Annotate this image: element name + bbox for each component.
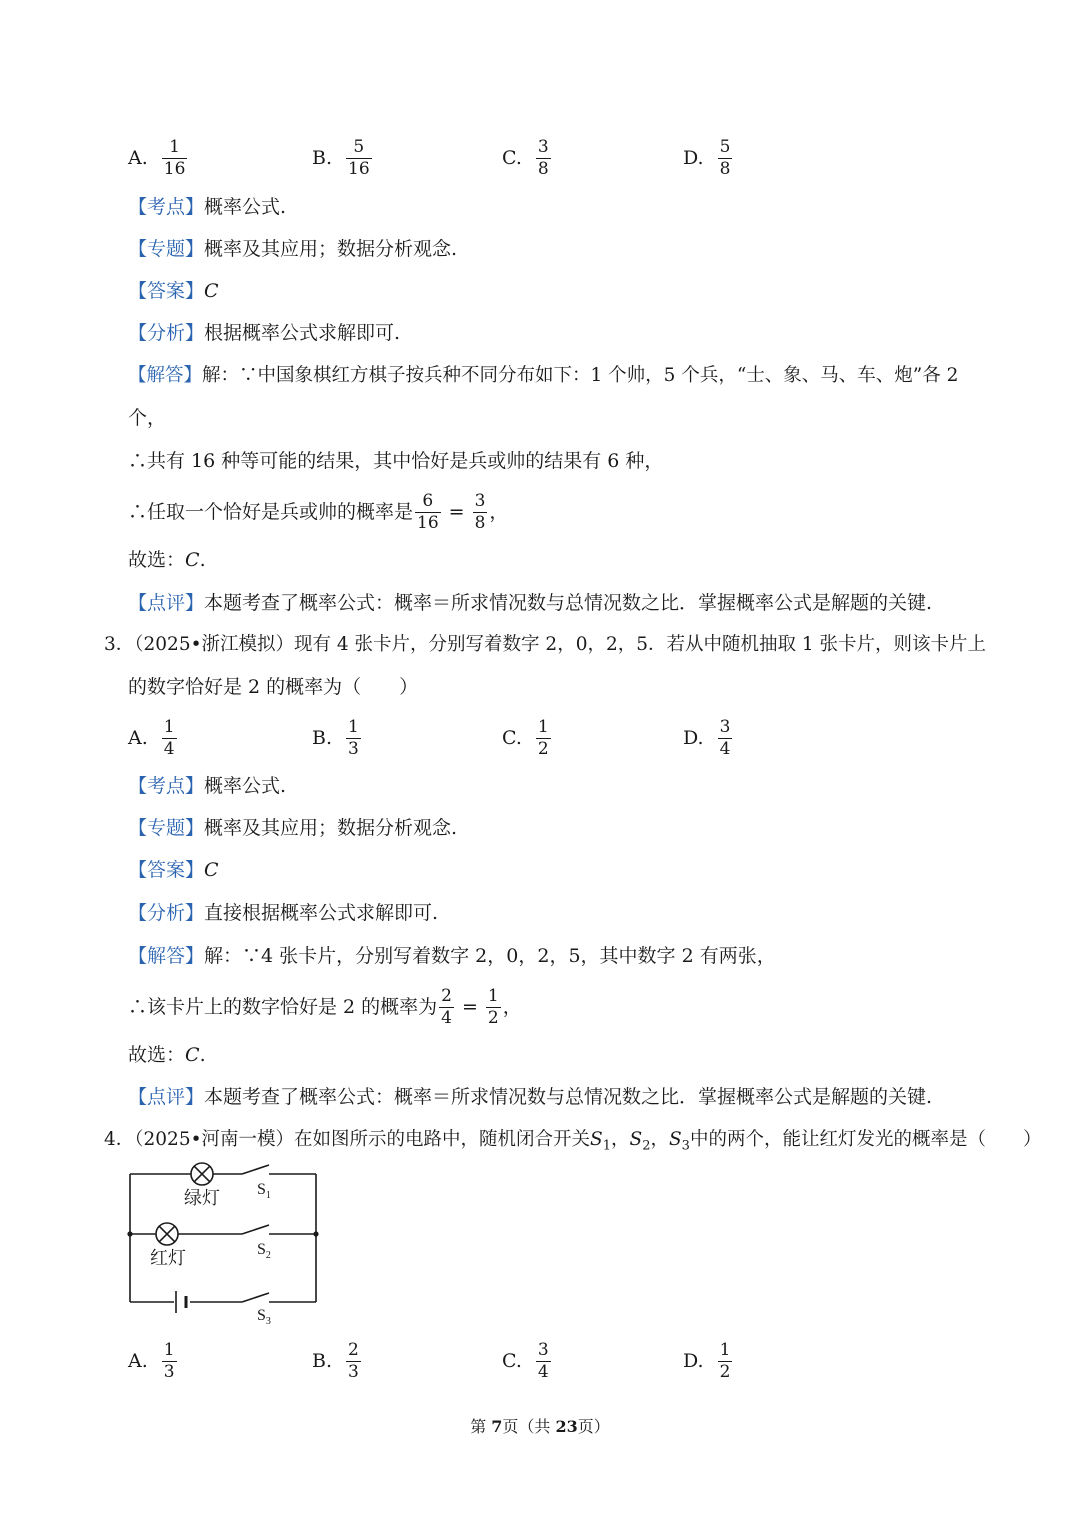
jieda-text: 解：∵4 张卡片，分别写着数字 2，0，2，5，其中数字 2 有两张， — [204, 945, 776, 967]
option-b — [312, 713, 363, 763]
zhuanti-text: 概率及其应用；数据分析观念. — [204, 238, 458, 260]
q3-stem-1: 3．（2025•浙江模拟）现有 4 张卡片，分别写着数字 2，0，2，5．若从中随机抽取 1 张卡片，则该卡片上 — [104, 634, 987, 655]
kaodian-text: 概率公式. — [204, 775, 287, 797]
fraction: $\frac{1}{4}$ — [163, 716, 175, 759]
q4-stem: 4．（2025•河南一模）在如图所示的电路中，随机闭合开关$S_1$，$S_2$，$S_3$中的两个，能让红灯发光的概率是（ ） — [104, 1129, 1042, 1154]
jieda-tag: 【解答】 — [128, 365, 203, 386]
fraction: $\frac{1}{16}$ — [163, 136, 186, 179]
kaodian-tag: 【考点】 — [128, 775, 205, 797]
zhuanti-line — [128, 236, 457, 262]
equation-suffix: ， — [489, 501, 509, 523]
fraction: $\frac{3}{4}$ — [537, 1339, 549, 1382]
daan-text: C — [204, 859, 219, 881]
option-a — [128, 1336, 179, 1386]
fraction: $\frac{1}{2}$ — [537, 716, 549, 759]
zhuanti-tag: 【专题】 — [128, 238, 205, 260]
switch-s3-label: $S_3$ — [257, 1307, 271, 1327]
block-a-options — [128, 133, 968, 183]
kaodian-tag: 【考点】 — [128, 196, 205, 218]
jieda-line — [128, 943, 776, 969]
dianping-tag: 【点评】 — [128, 1086, 205, 1108]
jieda-line — [128, 363, 958, 389]
dianping-line — [128, 1084, 932, 1110]
page-footer: 第 7页（共 23页） — [470, 1417, 610, 1436]
probability-equation — [128, 983, 522, 1031]
junction-dot — [127, 1231, 132, 1236]
daan-line — [128, 857, 219, 883]
jieda-line-2: 个， — [128, 407, 167, 429]
option-a — [128, 713, 179, 763]
junction-dot — [313, 1231, 318, 1236]
option-label: D. — [683, 147, 704, 169]
option-label: C. — [502, 147, 522, 169]
fraction: $\frac{1}{2}$ — [719, 1339, 731, 1382]
fenxi-line — [128, 900, 438, 926]
jieda-tag: 【解答】 — [128, 945, 205, 967]
option-c — [502, 713, 553, 763]
fenxi-tag: 【分析】 — [128, 322, 205, 344]
fraction: $\frac{2}{4}$ — [441, 985, 452, 1028]
daan-text: C — [204, 280, 219, 302]
option-c — [502, 133, 553, 183]
fraction: $\frac{5}{8}$ — [719, 136, 731, 179]
equals-sign: = — [462, 996, 478, 1018]
zhuanti-tag: 【专题】 — [128, 817, 205, 839]
option-d — [683, 713, 734, 763]
option-label: A. — [128, 727, 148, 749]
red-lamp-icon — [156, 1223, 178, 1245]
option-label: D. — [683, 727, 704, 749]
fenxi-text: 直接根据概率公式求解即可. — [204, 902, 439, 924]
kaodian-line — [128, 194, 286, 220]
q3-stem-2: 的数字恰好是 2 的概率为（ ） — [128, 676, 419, 698]
green-lamp-icon — [191, 1163, 213, 1185]
option-b — [312, 1336, 363, 1386]
jieda-text: 解：∵中国象棋红方棋子按兵种不同分布如下：1 个帅，5 个兵，“士、象、马、车、炮”各 2 — [202, 365, 959, 386]
daan-tag: 【答案】 — [128, 859, 205, 881]
red-lamp-label: 红灯 — [150, 1248, 186, 1268]
fraction: $\frac{1}{3}$ — [348, 716, 359, 759]
fraction: $\frac{5}{16}$ — [348, 136, 370, 179]
dianping-text: 本题考查了概率公式：概率＝所求情况数与总情况数之比．掌握概率公式是解题的关键. — [204, 1086, 933, 1108]
page-number: 7 — [491, 1417, 503, 1436]
kaodian-text: 概率公式. — [204, 196, 287, 218]
guxuan-line: 故选：C. — [128, 1044, 206, 1066]
circuit-diagram — [126, 1160, 326, 1330]
switch-s1-label: $S_1$ — [257, 1181, 271, 1201]
fraction: $\frac{6}{16}$ — [417, 490, 439, 533]
option-c — [502, 1336, 553, 1386]
fraction: $\frac{3}{8}$ — [474, 490, 486, 533]
option-label: B. — [312, 727, 333, 749]
equals-sign: = — [448, 501, 465, 523]
dianping-tag: 【点评】 — [128, 592, 205, 614]
green-lamp-label: 绿灯 — [184, 1188, 220, 1208]
equation-prefix: ∴任取一个恰好是兵或帅的概率是 — [128, 501, 414, 523]
fenxi-text: 根据概率公式求解即可. — [204, 322, 401, 344]
fraction: $\frac{2}{3}$ — [348, 1339, 359, 1382]
battery-icon — [176, 1291, 186, 1313]
guxuan-line: 故选：C. — [128, 549, 206, 571]
option-d — [683, 1336, 734, 1386]
q3-options — [128, 713, 968, 763]
daan-tag: 【答案】 — [128, 280, 205, 302]
fraction: $\frac{1}{2}$ — [487, 985, 499, 1028]
option-d — [683, 133, 734, 183]
option-label: B. — [312, 1350, 333, 1372]
fenxi-tag: 【分析】 — [128, 902, 205, 924]
kaodian-line — [128, 773, 286, 799]
zhuanti-text: 概率及其应用；数据分析观念. — [204, 817, 458, 839]
fenxi-line — [128, 320, 400, 346]
equation-suffix: ， — [502, 996, 522, 1018]
probability-equation — [128, 488, 508, 536]
q4-options — [128, 1336, 968, 1386]
option-label: A. — [128, 1350, 148, 1372]
fraction: $\frac{3}{8}$ — [537, 136, 549, 179]
dianping-text: 本题考查了概率公式：概率＝所求情况数与总情况数之比．掌握概率公式是解题的关键. — [204, 592, 933, 614]
zhuanti-line — [128, 815, 457, 841]
equation-prefix: ∴该卡片上的数字恰好是 2 的概率为 — [128, 996, 438, 1018]
option-label: D. — [683, 1350, 704, 1372]
switch-s2-label: $S_2$ — [257, 1241, 271, 1261]
option-label: C. — [502, 1350, 522, 1372]
daan-line — [128, 278, 219, 304]
option-label: A. — [128, 147, 148, 169]
solution-line: ∴共有 16 种等可能的结果，其中恰好是兵或帅的结果有 6 种， — [128, 450, 664, 472]
option-label: C. — [502, 727, 522, 749]
option-label: B. — [312, 147, 333, 169]
dianping-line — [128, 590, 932, 616]
option-b — [312, 133, 374, 183]
option-a — [128, 133, 189, 183]
fraction: $\frac{3}{4}$ — [719, 716, 731, 759]
page-total: 23 — [555, 1417, 578, 1436]
fraction: $\frac{1}{3}$ — [163, 1339, 175, 1382]
